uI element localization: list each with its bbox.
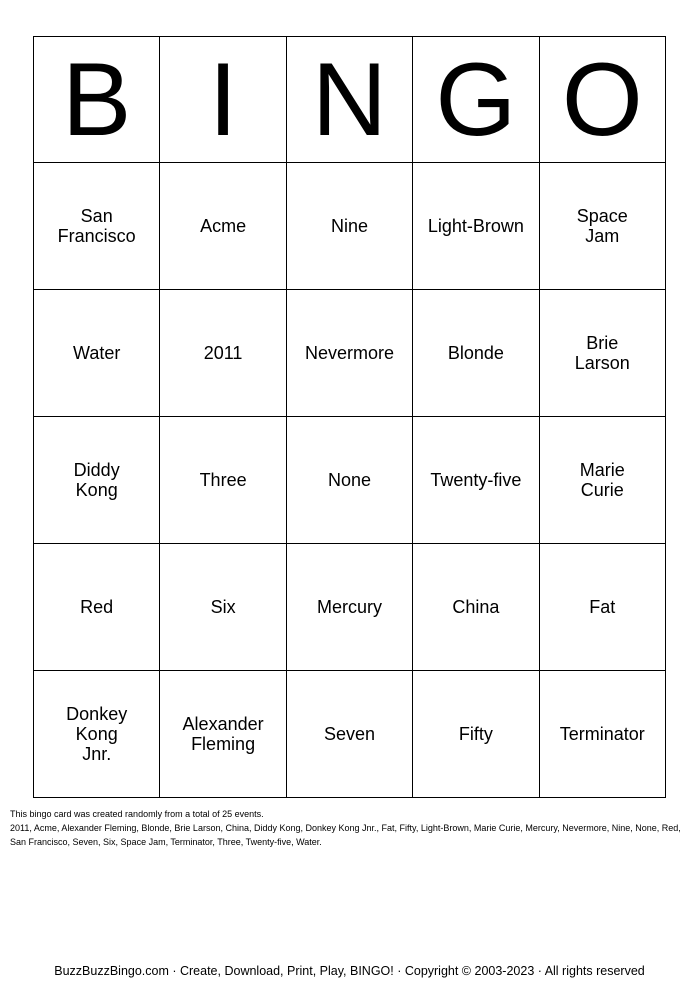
bingo-row <box>34 417 666 544</box>
bingo-cell: Water <box>34 290 160 417</box>
bingo-card <box>33 36 666 798</box>
header-letter-i: I <box>160 37 286 163</box>
header-letter-n: N <box>286 37 412 163</box>
bingo-cell: Twenty-five <box>413 417 539 544</box>
bingo-cell: Seven <box>286 671 412 798</box>
bingo-cell: Light-Brown <box>413 163 539 290</box>
page-footer: BuzzBuzzBingo.com · Create, Download, Print, Play, BINGO! · Copyright © 2003-2023 · All rights reserved <box>54 964 645 978</box>
bingo-cell: Blonde <box>413 290 539 417</box>
bingo-cell: Nine <box>286 163 412 290</box>
bingo-header-row <box>34 37 666 163</box>
bingo-cell: Acme <box>160 163 286 290</box>
header-letter-o: O <box>539 37 665 163</box>
bingo-cell: Fifty <box>413 671 539 798</box>
bingo-cell: Alexander Fleming <box>160 671 286 798</box>
bingo-cell: Red <box>34 544 160 671</box>
bingo-cell: 2011 <box>160 290 286 417</box>
bingo-cell: Mercury <box>286 544 412 671</box>
card-info-summary: This bingo card was created randomly from a total of 25 events. <box>10 809 264 819</box>
bingo-cell: Three <box>160 417 286 544</box>
bingo-row <box>34 544 666 671</box>
bingo-cell: Nevermore <box>286 290 412 417</box>
bingo-cell: San Francisco <box>34 163 160 290</box>
bingo-cell: Terminator <box>539 671 665 798</box>
bingo-row <box>34 290 666 417</box>
bingo-cell: Fat <box>539 544 665 671</box>
card-info-note <box>10 807 690 849</box>
bingo-cell: Marie Curie <box>539 417 665 544</box>
header-letter-b: B <box>34 37 160 163</box>
card-info-event-list: 2011, Acme, Alexander Fleming, Blonde, Brie Larson, China, Diddy Kong, Donkey Kong Jnr., Fat, Fifty, Light-Brown, Marie Curie, Mercury, Nevermore, Nine, None, Red, San Francisco, Seven, Six, Space Jam, Terminator, Three, Twenty-five, Water. <box>10 823 681 847</box>
bingo-row <box>34 163 666 290</box>
bingo-cell: Donkey Kong Jnr. <box>34 671 160 798</box>
bingo-cell: China <box>413 544 539 671</box>
bingo-cell: Brie Larson <box>539 290 665 417</box>
bingo-cell: None <box>286 417 412 544</box>
bingo-cell: Diddy Kong <box>34 417 160 544</box>
header-letter-g: G <box>413 37 539 163</box>
bingo-cell: Space Jam <box>539 163 665 290</box>
bingo-cell: Six <box>160 544 286 671</box>
bingo-row <box>34 671 666 798</box>
